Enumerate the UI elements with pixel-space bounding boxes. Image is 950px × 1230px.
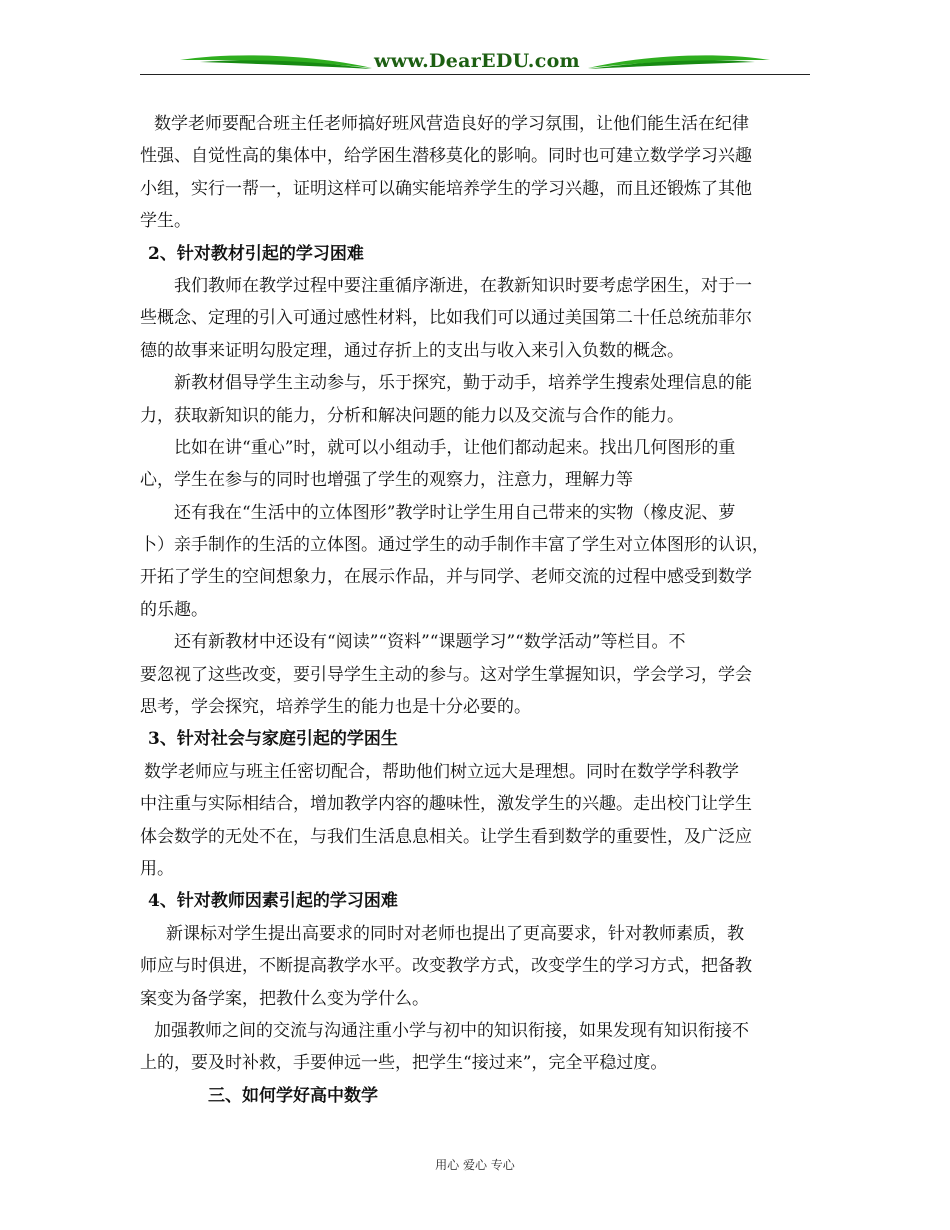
paragraph-line: 数学老师应与班主任密切配合，帮助他们树立远大是理想。同时在数学学科教学	[144, 761, 739, 782]
paragraph-line: 新教材倡导学生主动参与，乐于探究，勤于动手，培养学生搜索处理信息的能	[174, 373, 752, 394]
paragraph-line: 新课标对学生提出高要求的同时对老师也提出了更高要求，针对教师素质，教	[166, 923, 744, 944]
paragraph-line: 思考，学会探究，培养学生的能力也是十分必要的。	[140, 697, 531, 718]
paragraph-line: 德的故事来证明勾股定理，通过存折上的支出与收入来引入负数的概念。	[140, 340, 684, 361]
paragraph-line: 比如在讲“重心”时，就可以小组动手，让他们都动起来。找出几何图形的重	[174, 437, 736, 458]
page-footer: 用心 爱心 专心	[435, 1158, 515, 1172]
paragraph-line: 上的，要及时补救，手要伸远一些，把学生“接过来”，完全平稳过度。	[140, 1053, 668, 1074]
paragraph-line: 师应与时俱进，不断提高教学水平。改变教学方式，改变学生的学习方式，把备教	[140, 956, 752, 977]
paragraph-line: 用。	[140, 858, 174, 879]
paragraph-line: 要忽视了这些改变，要引导学生主动的参与。这对学生掌握知识，学会学习，学会	[140, 664, 752, 685]
paragraph-line: 我们教师在教学过程中要注重循序渐进，在教新知识时要考虑学困生，对于一	[174, 275, 752, 296]
paragraph-line: 还有我在“生活中的立体图形”教学时让学生用自己带来的实物（橡皮泥、萝	[174, 502, 736, 523]
paragraph-line: 案变为备学案，把教什么变为学什么。	[140, 988, 429, 1009]
paragraph-line: 心，学生在参与的同时也增强了学生的观察力，注意力，理解力等	[140, 470, 633, 491]
paragraph-line: 还有新教材中还设有“阅读”“资料”“课题学习”“数学活动”等栏目。不	[174, 632, 686, 653]
document-body	[140, 108, 812, 1112]
paragraph-line: 的乐趣。	[140, 599, 208, 620]
section-heading: 2、针对教材引起的学习困难	[148, 243, 364, 264]
section-heading: 三、如何学好高中数学	[208, 1085, 378, 1106]
paragraph-line: 些概念、定理的引入可通过感性材料，比如我们可以通过美国第二十任总统茄菲尔	[140, 308, 752, 329]
paragraph-line: 学生。	[140, 211, 191, 232]
paragraph-line: 卜）亲手制作的生活的立体图。通过学生的动手制作丰富了学生对立体图形的认识，	[140, 535, 769, 556]
section-heading: 3、针对社会与家庭引起的学困生	[148, 729, 398, 750]
paragraph-line: 加强教师之间的交流与沟通注重小学与初中的知识衔接，如果发现有知识衔接不	[154, 1020, 749, 1041]
header-divider	[140, 74, 810, 75]
paragraph-line: 力，获取新知识的能力，分析和解决问题的能力以及交流与合作的能力。	[140, 405, 684, 426]
paragraph-line: 中注重与实际相结合，增加教学内容的趣味性，激发学生的兴趣。走出校门让学生	[140, 794, 752, 815]
paragraph-line: 体会数学的无处不在，与我们生活息息相关。让学生看到数学的重要性，及广泛应	[140, 826, 752, 847]
site-logo-text: www.DearEDU.com	[374, 50, 580, 72]
paragraph-line: 小组，实行一帮一，证明这样可以确实能培养学生的学习兴趣，而且还锻炼了其他	[140, 178, 752, 199]
paragraph-line: 开拓了学生的空间想象力，在展示作品，并与同学、老师交流的过程中感受到数学	[140, 567, 752, 588]
paragraph-line: 性强、自觉性高的集体中，给学困生潜移莫化的影响。同时也可建立数学学习兴趣	[140, 146, 752, 167]
paragraph-line: 数学老师要配合班主任老师搞好班风营造良好的学习氛围，让他们能生活在纪律	[154, 114, 749, 134]
section-heading: 4、针对教师因素引起的学习困难	[148, 891, 398, 912]
